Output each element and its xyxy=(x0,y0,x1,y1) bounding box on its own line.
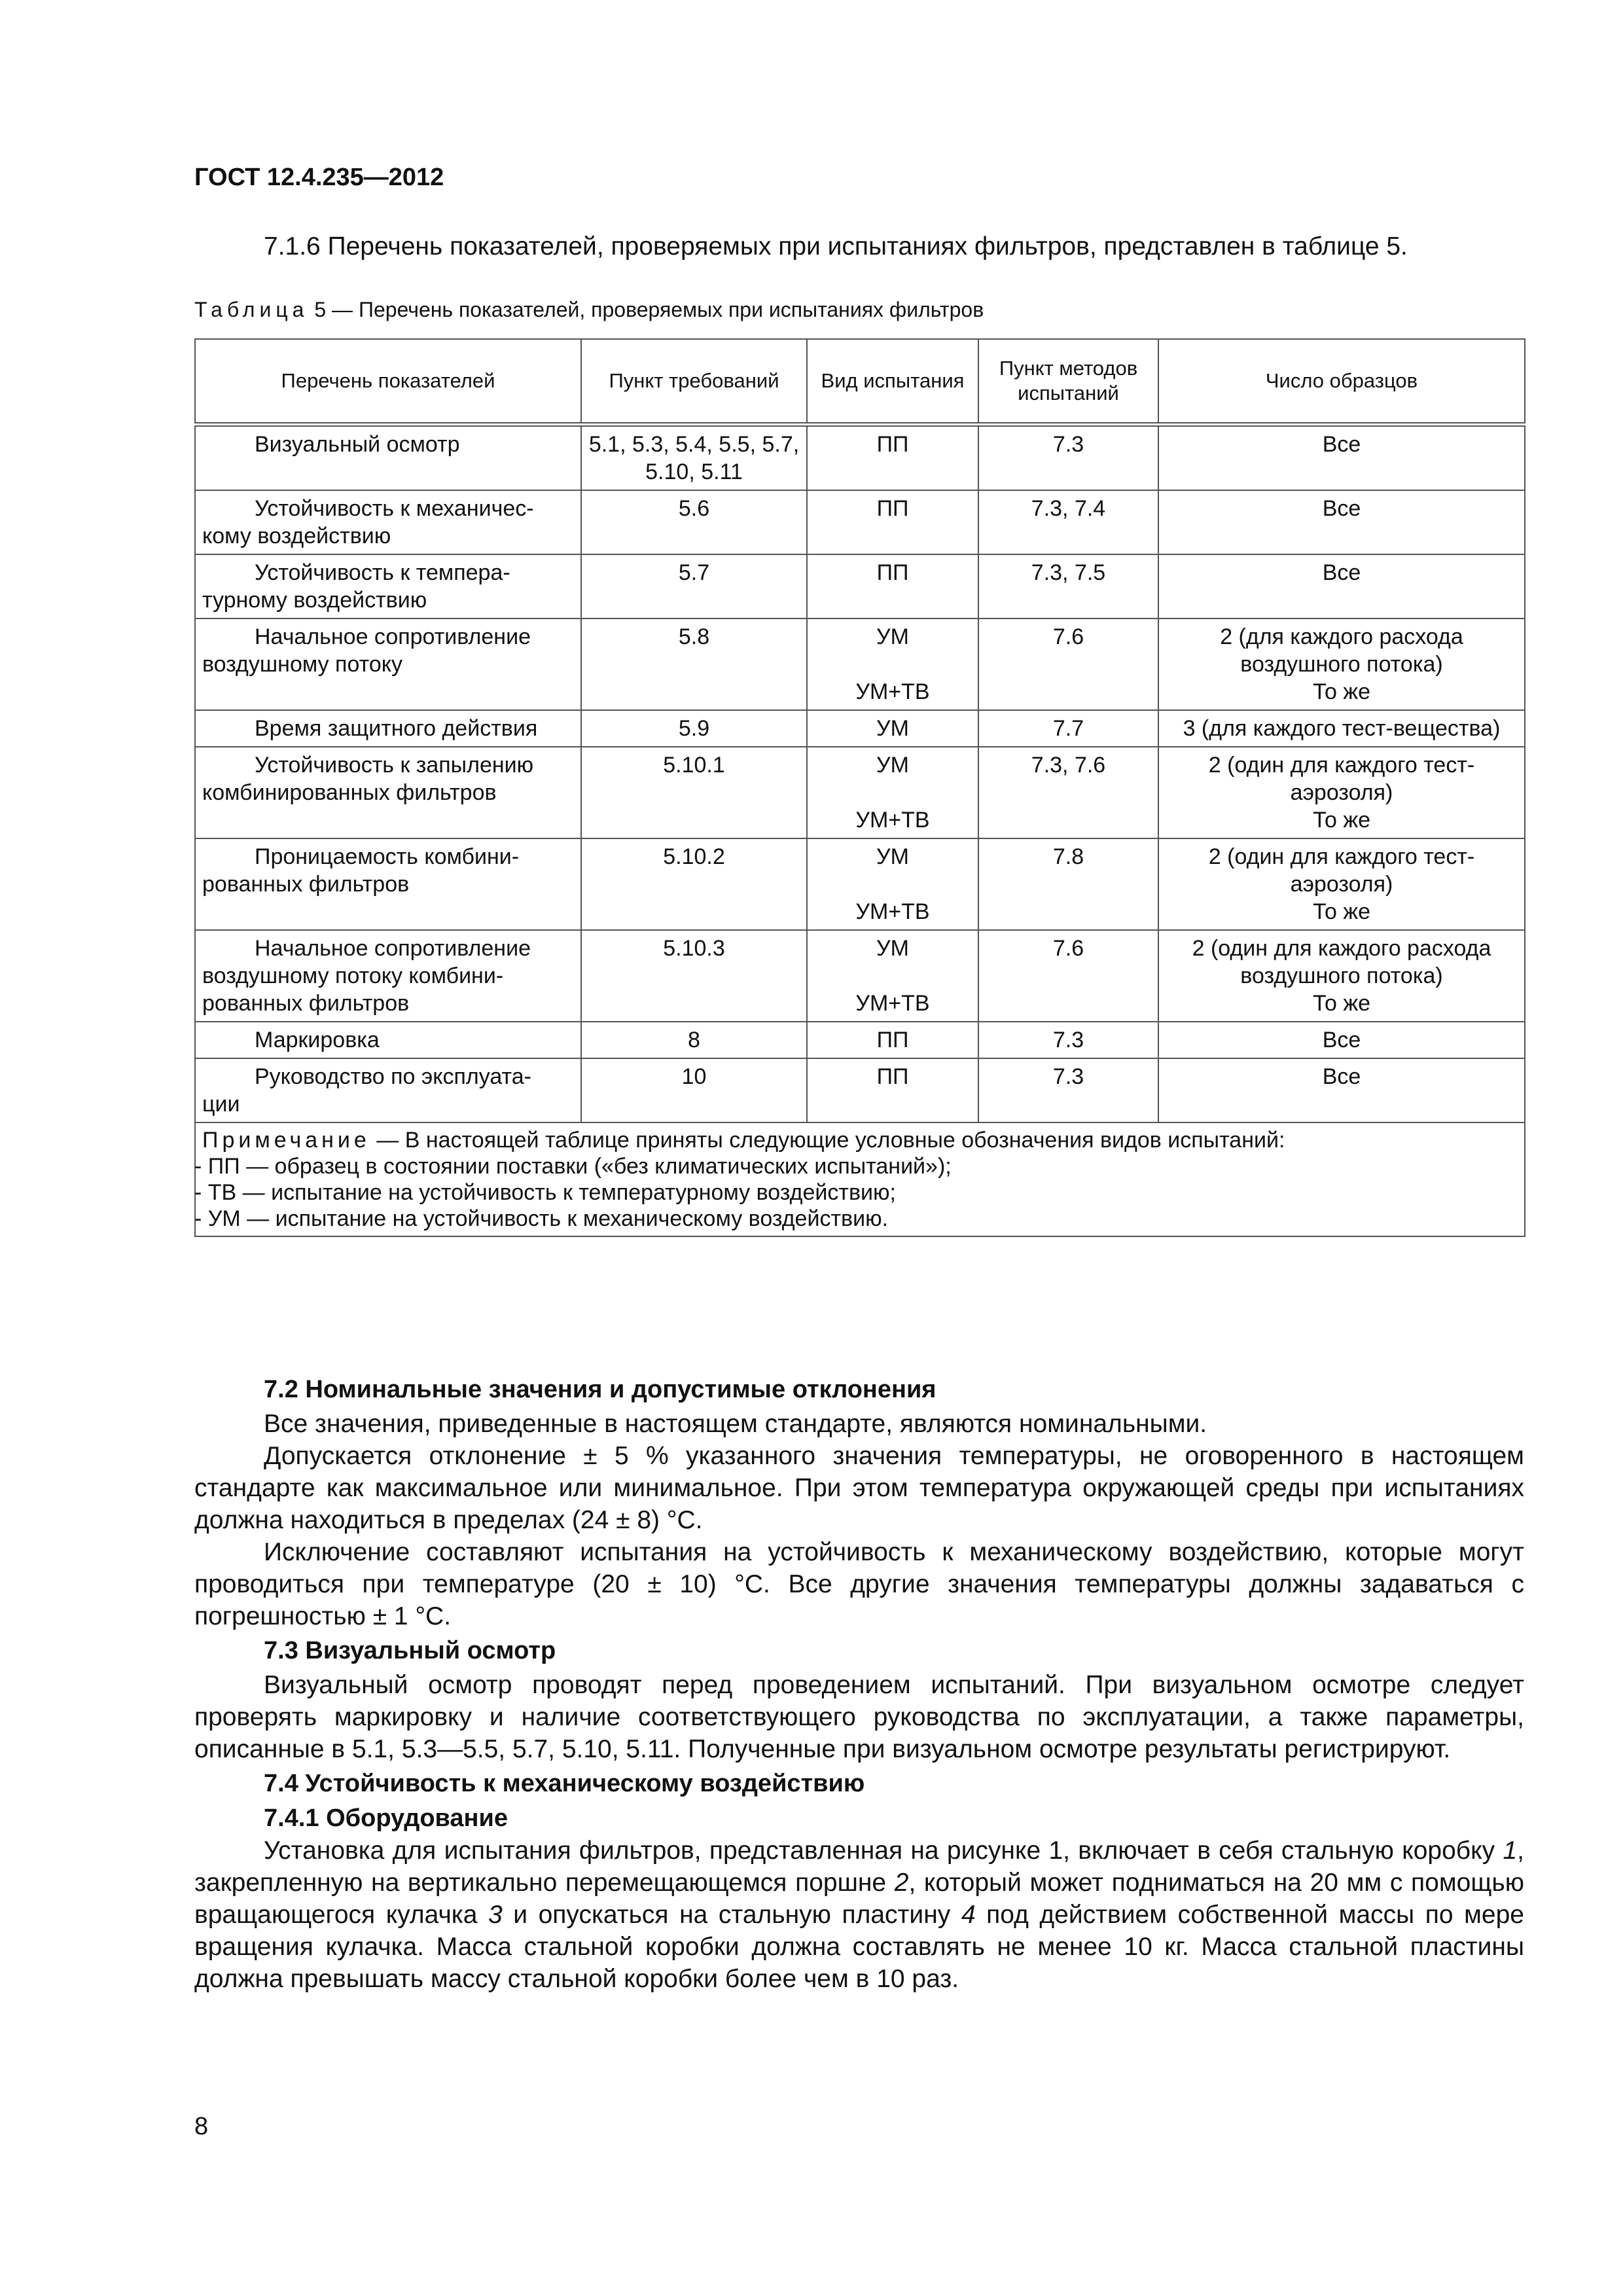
indicator-name-line: воздушному потоку комбини-рованных фильтров xyxy=(202,963,504,1016)
sample-count xyxy=(1158,554,1525,619)
test-type-value: ПП xyxy=(876,1064,909,1089)
indicator-name-line: Руководство по эксплуата- xyxy=(255,1064,531,1089)
header-cell: Число образцов xyxy=(1158,339,1525,425)
indicator-name xyxy=(195,619,581,710)
indicator-name xyxy=(195,838,581,930)
indicator-name-line: комбинированных фильтров xyxy=(202,780,497,805)
sample-count-value: То же xyxy=(1312,899,1371,924)
table-caption-label: Таблица xyxy=(194,298,309,321)
test-type-value: УМ+ТВ xyxy=(855,679,930,704)
section-7-4-1-paragraph xyxy=(194,1835,1524,1995)
header-cell: Пункт методов испытаний xyxy=(978,339,1158,425)
section-7-3-paragraph: Визуальный осмотр проводят перед проведением испытаний. При визуальном осмотре следует проверять маркировку и наличие соответствующего руководства по эксплуатации, а также параметры, описанные в 5.1, 5.3—5.5, 5.7, 5.10, 5.11. Полученные при визуальном осмотре результаты регистрируют. xyxy=(194,1671,1524,1763)
test-type-split xyxy=(814,843,971,925)
sample-count xyxy=(1158,1058,1525,1122)
table-row xyxy=(195,1058,1525,1122)
requirement-clause: 5.8 xyxy=(581,619,807,710)
test-type xyxy=(807,490,978,554)
sample-count-value: То же xyxy=(1312,808,1371,833)
section-7-2-title: 7.2 Номинальные значения и допустимые отклонения xyxy=(264,1376,936,1403)
test-type xyxy=(807,710,978,747)
table-note-row xyxy=(195,1122,1525,1236)
method-clause: 7.3 xyxy=(978,1022,1158,1058)
indicator-name xyxy=(195,1022,581,1058)
intro-paragraph: 7.1.6 Перечень показателей, проверяемых при испытаниях фильтров, представлен в таблице 5. xyxy=(264,232,1408,260)
table-row xyxy=(195,554,1525,619)
indicator-name xyxy=(195,747,581,838)
test-type-split xyxy=(814,935,971,1017)
test-type-value: УМ+ТВ xyxy=(855,808,930,833)
sample-count-value: 2 (один для каждого тест-аэрозоля) xyxy=(1208,844,1475,897)
table-row xyxy=(195,747,1525,838)
table-row xyxy=(195,425,1525,491)
indicator-name-line: Начальное сопротивление xyxy=(255,624,531,649)
sample-count xyxy=(1158,1022,1525,1058)
test-type-split xyxy=(814,623,971,706)
method-clause: 7.3 xyxy=(978,425,1158,491)
section-7-2-paragraph: Все значения, приведенные в настоящем стандарте, являются номинальными. xyxy=(264,1410,1207,1438)
sample-count xyxy=(1158,930,1525,1022)
test-type-value: ПП xyxy=(876,496,909,521)
test-type-value: УМ xyxy=(876,624,909,649)
test-type xyxy=(807,1058,978,1122)
note-item: - ТВ — испытание на устойчивость к температурному воздействию; xyxy=(194,1180,896,1205)
test-type xyxy=(807,554,978,619)
section-7-3-title: 7.3 Визуальный осмотр xyxy=(264,1637,556,1664)
table-caption-text: 5 — Перечень показателей, проверяемых при испытаниях фильтров xyxy=(308,298,984,321)
section-7-2-paragraph: Допускается отклонение ± 5 % указанного значения температуры, не оговоренного в настоящем стандарте как максимальное или минимальное. При этом температура окружающей среды при испытаниях должна находиться в пределах (24 ± 8) °С. xyxy=(194,1442,1524,1534)
requirement-clause: 5.1, 5.3, 5.4, 5.5, 5.7, 5.10, 5.11 xyxy=(581,425,807,491)
table-row xyxy=(195,619,1525,710)
indicator-name-line: Проницаемость комбини- xyxy=(255,844,520,869)
text-run: и опускаться на стальную пластину xyxy=(502,1901,961,1929)
indicator-name-line: воздушному потоку xyxy=(202,652,402,677)
indicator-name-line: Маркировка xyxy=(255,1028,380,1052)
test-type-value: ПП xyxy=(876,432,909,457)
test-type-value: УМ xyxy=(876,844,909,869)
table-note xyxy=(195,1122,1525,1236)
method-clause: 7.3, 7.4 xyxy=(978,490,1158,554)
note-heading xyxy=(202,1127,1518,1153)
text-run: Установка для испытания фильтров, представленная на рисунке 1, включает в себя стальную коробку xyxy=(264,1837,1503,1865)
test-type-value: УМ xyxy=(876,936,909,961)
indicator-name-line: рованных фильтров xyxy=(202,872,410,897)
requirement-clause: 10 xyxy=(581,1058,807,1122)
test-type-value: УМ xyxy=(876,753,909,778)
indicator-name-line: Начальное сопротивление xyxy=(255,936,531,961)
method-clause: 7.3, 7.5 xyxy=(978,554,1158,619)
ref-number: 1 xyxy=(1503,1837,1518,1865)
table-row xyxy=(195,838,1525,930)
sample-count-value: Все xyxy=(1322,1064,1361,1089)
sample-count-value: Все xyxy=(1322,496,1361,521)
test-type xyxy=(807,425,978,491)
test-type xyxy=(807,930,978,1022)
sample-count-value: Все xyxy=(1322,560,1361,585)
test-type-value: УМ+ТВ xyxy=(855,991,930,1016)
sample-count xyxy=(1158,490,1525,554)
indicator-name-line: Устойчивость к механичес- xyxy=(255,496,534,521)
ref-number: 2 xyxy=(894,1869,909,1897)
sample-count-value: То же xyxy=(1312,991,1371,1016)
indicator-name xyxy=(195,490,581,554)
indicator-name xyxy=(195,930,581,1022)
section-7-2-paragraph: Исключение составляют испытания на устойчивость к механическому воздействию, которые могут проводиться при температуре (20 ± 10) °С. Все другие значения температуры должны задаваться с погрешностью ± 1 °С. xyxy=(194,1538,1524,1630)
text-run: , который может подниматься на 20 мм с помощью вращающегося кулачка xyxy=(194,1869,1524,1929)
requirement-clause: 5.10.2 xyxy=(581,838,807,930)
note-text: — В настоящей таблице приняты следующие условные обозначения видов испытаний: xyxy=(370,1128,1285,1153)
ref-number: 4 xyxy=(961,1901,976,1929)
test-type-split xyxy=(814,751,971,834)
test-type xyxy=(807,1022,978,1058)
sample-count-value: 2 (для каждого расхода воздушного потока) xyxy=(1220,624,1463,677)
table-caption xyxy=(194,298,984,322)
indicator-name-line: кому воздействию xyxy=(202,524,391,548)
indicator-name xyxy=(195,1058,581,1122)
indicator-name-line: Визуальный осмотр xyxy=(255,432,460,457)
method-clause: 7.3, 7.6 xyxy=(978,747,1158,838)
table-row xyxy=(195,490,1525,554)
indicator-name-line: Время защитного действия xyxy=(255,716,538,741)
header-cell: Пункт требований xyxy=(581,339,807,425)
test-type-value: УМ+ТВ xyxy=(855,899,930,924)
table-header-row xyxy=(195,339,1525,425)
standard-header: ГОСТ 12.4.235—2012 xyxy=(194,164,444,191)
sample-count-value: То же xyxy=(1312,679,1371,704)
method-clause: 7.7 xyxy=(978,710,1158,747)
method-clause: 7.6 xyxy=(978,930,1158,1022)
table-row xyxy=(195,930,1525,1022)
test-type-value: УМ xyxy=(876,716,909,741)
note-item: - ПП — образец в состоянии поставки («без климатических испытаний»); xyxy=(194,1154,952,1179)
sample-count xyxy=(1158,619,1525,710)
sample-count xyxy=(1158,710,1525,747)
header-cell: Перечень показателей xyxy=(195,339,581,425)
test-type xyxy=(807,838,978,930)
sample-count-value: 2 (один для каждого расхода воздушного потока) xyxy=(1192,936,1491,988)
indicator-name xyxy=(195,425,581,491)
method-clause: 7.3 xyxy=(978,1058,1158,1122)
requirement-clause: 5.10.1 xyxy=(581,747,807,838)
indicator-name-line: Устойчивость к темпера- xyxy=(255,560,510,585)
sample-count-value: Все xyxy=(1322,1028,1361,1052)
page-number: 8 xyxy=(194,2113,209,2140)
table-row xyxy=(195,710,1525,747)
requirement-clause: 5.10.3 xyxy=(581,930,807,1022)
main-text xyxy=(194,1371,1524,1995)
sample-count-value: 2 (один для каждого тест-аэрозоля) xyxy=(1208,753,1475,805)
sample-count xyxy=(1158,838,1525,930)
document-page xyxy=(194,0,1524,2296)
section-7-4-title: 7.4 Устойчивость к механическому воздействию xyxy=(264,1770,865,1797)
section-7-4-1-title: 7.4.1 Оборудование xyxy=(264,1804,508,1832)
sample-count-value: Все xyxy=(1322,432,1361,457)
sample-count-value: 3 (для каждого тест-вещества) xyxy=(1183,716,1501,741)
table-body xyxy=(195,425,1525,1123)
requirement-clause: 5.7 xyxy=(581,554,807,619)
table-row xyxy=(195,1022,1525,1058)
ref-number: 3 xyxy=(488,1901,503,1929)
sample-count xyxy=(1158,425,1525,491)
test-type-value: ПП xyxy=(876,560,909,585)
requirement-clause: 5.6 xyxy=(581,490,807,554)
indicator-name-line: Устойчивость к запылению xyxy=(255,753,534,778)
test-type xyxy=(807,619,978,710)
requirement-clause: 8 xyxy=(581,1022,807,1058)
note-item: - УМ — испытание на устойчивость к механическому воздействию. xyxy=(194,1206,889,1231)
sample-count xyxy=(1158,747,1525,838)
header-cell: Вид испытания xyxy=(807,339,978,425)
indicator-name-line: ции xyxy=(202,1092,240,1117)
test-type xyxy=(807,747,978,838)
indicators-table xyxy=(194,338,1525,1237)
requirement-clause: 5.9 xyxy=(581,710,807,747)
note-label: Примечание xyxy=(202,1128,370,1153)
indicator-name xyxy=(195,710,581,747)
method-clause: 7.6 xyxy=(978,619,1158,710)
method-clause: 7.8 xyxy=(978,838,1158,930)
indicator-name-line: турному воздействию xyxy=(202,588,427,613)
text-run: , закрепленную на вертикально перемещающемся поршне xyxy=(194,1837,1524,1897)
text-run: под действием собственной массы по мере вращения кулачка. Масса стальной коробки должна составлять не менее 10 кг. Масса стальной пластины должна превышать массу стальной коробки более чем в 10 раз. xyxy=(194,1901,1524,1993)
test-type-value: ПП xyxy=(876,1028,909,1052)
indicator-name xyxy=(195,554,581,619)
